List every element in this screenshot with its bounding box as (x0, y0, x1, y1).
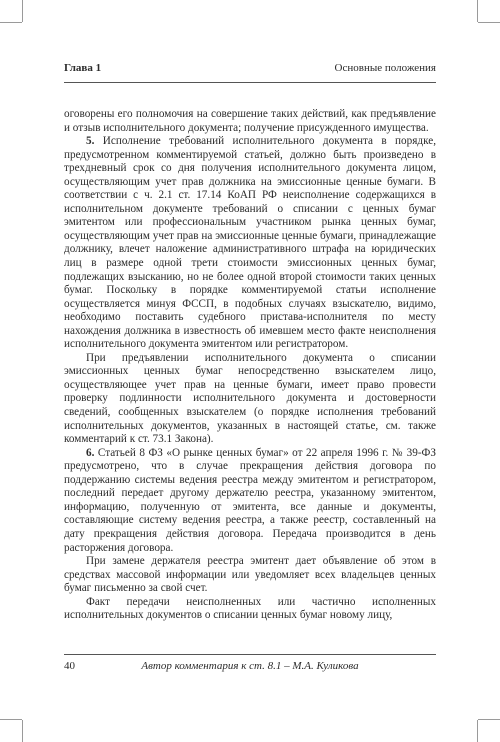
item-number: 6. (86, 446, 95, 459)
crop-mark (478, 719, 500, 720)
crop-mark (477, 720, 478, 742)
page-number: 40 (64, 660, 75, 672)
paragraph: Факт передачи неисполненных или частично исполненных исполнительных документов о списании ценных бумаг новому лицу, (64, 595, 436, 622)
running-header (64, 62, 436, 80)
crop-mark (478, 22, 500, 23)
paragraph (64, 447, 436, 555)
paragraph: оговорены его полномочия на совершение таких действий, как предъявление и отзыв исполнительного документа; получение присужденного имущества. (64, 108, 436, 134)
crop-mark (477, 0, 478, 22)
item-number: 5. (86, 135, 95, 148)
paragraph (64, 135, 436, 352)
paragraph-text: Статьей 8 ФЗ «О рынке ценных бумаг» от 22 апреля 1996 г. № 39-ФЗ предусмотрено, что в случае прекращения действия договора по поддержанию системы ведения реестра между эмитентом и регистратором, последний передает другому держателю реестра, указанному эмитентом, информацию, полученную от эмитента, все данные и документы, составляющие систему ведения реестра, а также реестр, составленный на дату прекращения действия договора. Передача производится в день расторжения договора. (64, 446, 436, 554)
chapter-title: Глава 1 (64, 62, 102, 74)
paragraph: При замене держателя реестра эмитент дает объявление об этом в средствах массовой информации или уведомляет всех владельцев ценных бумаг письменно за свой счет. (64, 555, 436, 595)
crop-mark (0, 22, 22, 23)
page-body (64, 108, 436, 623)
crop-mark (22, 0, 23, 22)
header-rule (64, 82, 436, 83)
author-credit: Автор комментария к ст. 8.1 – М.А. Куликова (141, 660, 359, 672)
crop-mark (22, 720, 23, 742)
paragraph: При предъявлении исполнительного документа о списании эмиссионных ценных бумаг непосредственно взыскателем лицо, осуществляющее учет прав на ценные бумаги, имеет право провести проверку подлинности исполнительного документа и достоверности сведений, сообщенных взыскателем (о порядке исполнения требований исполнительных документов, указанных в настоящей статье, см. также комментарий к ст. 73.1 Закона). (64, 351, 436, 446)
running-footer (64, 660, 436, 678)
crop-mark (0, 719, 22, 720)
paragraph-text: Исполнение требований исполнительного документа в порядке, предусмотренном комментируемой статьей, должно быть произведено в трехдневный срок со дня получения исполнительного документа лицом, осуществляющим учет прав должника на эмиссионные ценные бумаги. В соответствии с ч. 2.1 ст. 17.14 КоАП РФ неисполнение содержащихся в исполнительном документе требований о списании с ценных бумаг эмитентом или профессиональным участником рынка ценных бумаг, осуществляющим учет прав на эмиссионные ценные бумаги, принадлежащие должнику, влечет наложение административного штрафа на юридических лиц в размере одной трети стоимости эмиссионных ценных бумаг, подлежащих взысканию, но не более одной второй стоимости таких ценных бумаг. Поскольку в порядке комментируемой статьи исполнение осуществляется минуя ФССП, в подобных случаях взыскателю, видимо, необходимо поставить судебного пристава-исполнителя по месту нахождения должника в известность об имевшем место факте неисполнения исполнительного документа эмитентом или регистратором. (64, 135, 436, 351)
section-title: Основные положения (334, 62, 436, 74)
footer-rule (64, 654, 436, 655)
